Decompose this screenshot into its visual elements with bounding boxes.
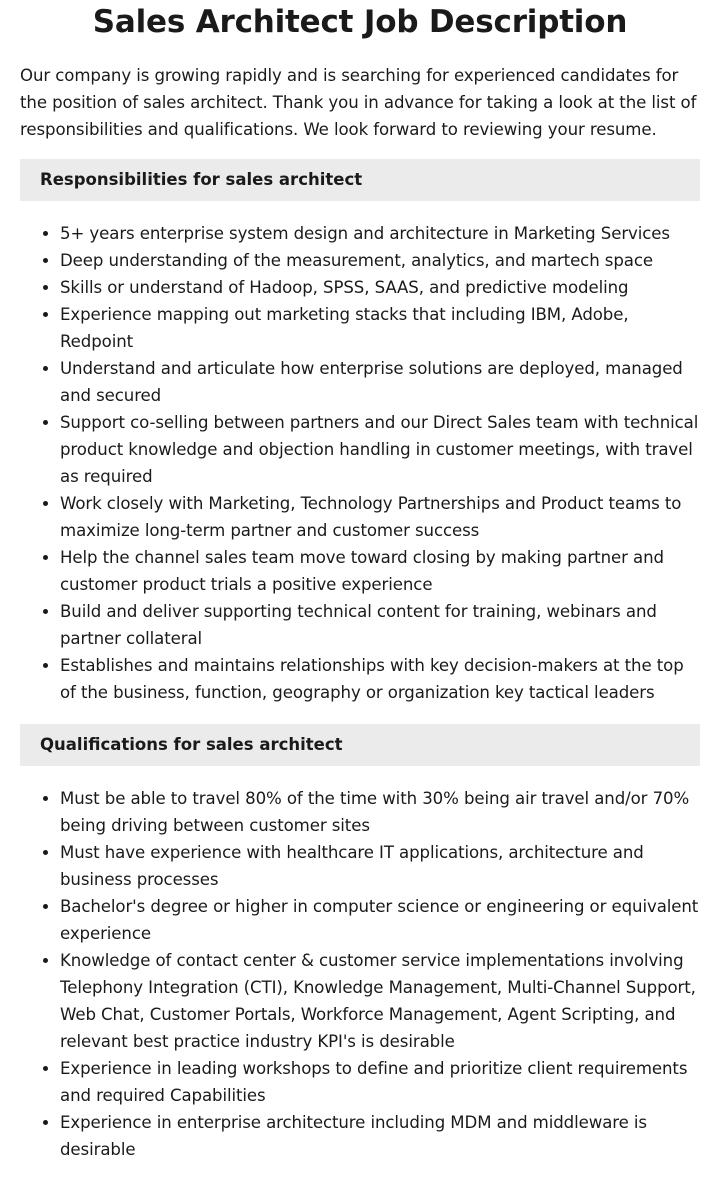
list-item: • Must be able to travel 80% of the time with 30% being air travel and/or 70% being driving between customer sites: [60, 785, 700, 839]
responsibilities-list: [20, 220, 700, 706]
qualifications-list: [20, 785, 700, 1163]
list-item: • Understand and articulate how enterprise solutions are deployed, managed and secured: [60, 355, 700, 409]
list-item: • Establishes and maintains relationships with key decision-makers at the top of the business, function, geography or organization key tactical leaders: [60, 652, 700, 706]
list-item: • Experience in leading workshops to define and prioritize client requirements and required Capabilities: [60, 1055, 700, 1109]
list-item: • Work closely with Marketing, Technology Partnerships and Product teams to maximize long-term partner and customer success: [60, 490, 700, 544]
list-item: • Experience in enterprise architecture including MDM and middleware is desirable: [60, 1109, 700, 1163]
list-item: • 5+ years enterprise system design and architecture in Marketing Services: [60, 220, 700, 247]
page-title: Sales Architect Job Description: [92, 4, 628, 40]
list-item: • Bachelor's degree or higher in computer science or engineering or equivalent experience: [60, 893, 700, 947]
list-item: • Skills or understand of Hadoop, SPSS, SAAS, and predictive modeling: [60, 274, 700, 301]
list-item: • Knowledge of contact center & customer service implementations involving Telephony Integration (CTI), Knowledge Management, Multi-Channel Support, Web Chat, Customer Portals, Workforce Management, Agent Scripting, and relevant best practice industry KPI's is desirable: [60, 947, 700, 1055]
list-item: • Support co-selling between partners and our Direct Sales team with technical product knowledge and objection handling in customer meetings, with travel as required: [60, 409, 700, 490]
qualifications-heading: Qualifications for sales architect: [20, 724, 700, 766]
list-item: • Build and deliver supporting technical content for training, webinars and partner collateral: [60, 598, 700, 652]
list-item: • Must have experience with healthcare IT applications, architecture and business processes: [60, 839, 700, 893]
list-item: • Help the channel sales team move toward closing by making partner and customer product trials a positive experience: [60, 544, 700, 598]
intro-paragraph: Our company is growing rapidly and is searching for experienced candidates for the position of sales architect. Thank you in advance for taking a look at the list of responsibilities and qualifications. We look forward to reviewing your resume.: [20, 66, 697, 139]
list-item: • Deep understanding of the measurement, analytics, and martech space: [60, 247, 700, 274]
list-item: • Experience mapping out marketing stacks that including IBM, Adobe, Redpoint: [60, 301, 700, 355]
responsibilities-heading: Responsibilities for sales architect: [20, 159, 700, 201]
